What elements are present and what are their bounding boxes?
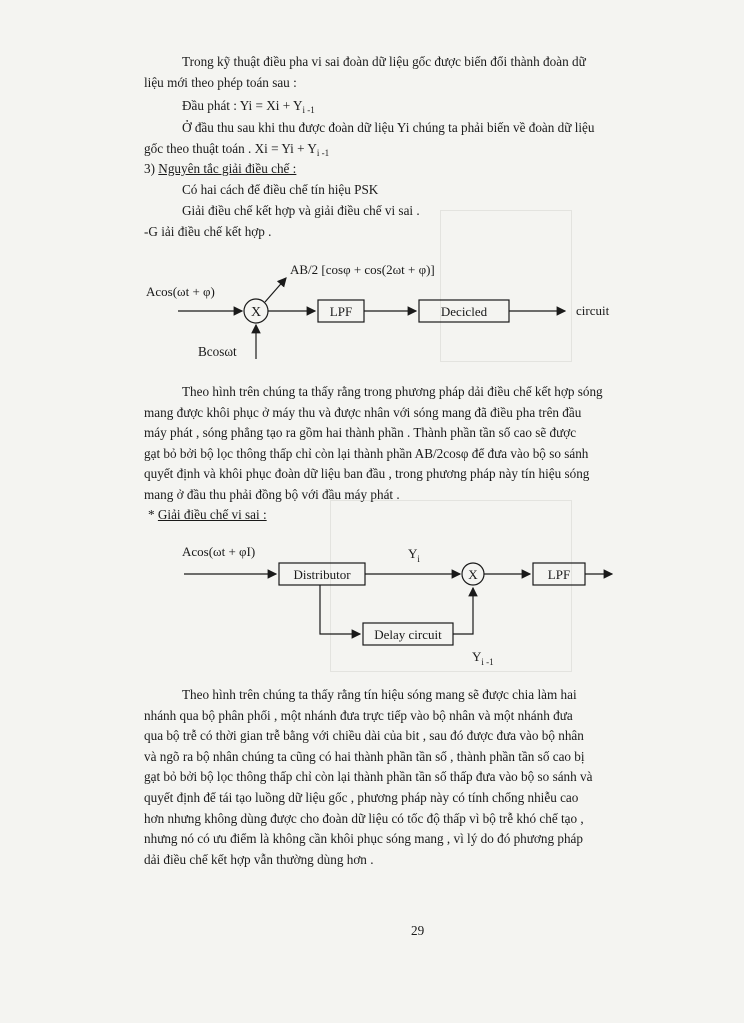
differential-explanation-paragraph [144, 685, 696, 870]
section-heading-3: 3) Nguyên tắc giải điều chế : [144, 161, 297, 176]
intro-line-2: liệu mới theo phép toán sau : [144, 75, 297, 90]
lpf-label: LPF [547, 567, 571, 582]
input-signal-label: Acos(ωt + φI) [182, 544, 256, 559]
output-label: circuit [576, 303, 610, 318]
paragraph-line: và ngõ ra bộ nhân chúng ta cũng có hai thành phần tần số , thành phần tần số cao bị [144, 748, 585, 764]
delay-branch-line [320, 585, 360, 634]
multiplier-symbol: X [468, 567, 478, 582]
yi-minus-1-label: $Y_{i -1}$ [472, 649, 494, 667]
distributor-label: Distributor [293, 567, 351, 582]
product-output-label: AB/2 [cosφ + cos(2ωt + φ)] [290, 262, 435, 277]
delay-to-mixer-line [453, 588, 473, 634]
paragraph-line: Theo hình trên chúng ta thấy rằng tín hiệu sóng mang sẽ được chia làm hai [182, 687, 577, 702]
paragraph-line: qua bộ trễ có thời gian trễ bằng với chiều dài của bit , sau đó được đưa vào bộ nhân [144, 728, 584, 744]
paragraph-line: quyết định để tái tạo luồng dữ liệu gốc , phương pháp này có tính chống nhiễu cao [144, 789, 579, 805]
paragraph-line: dải điều chế kết hợp vẫn thường dùng hơn . [144, 851, 374, 867]
formula-transmitter: Đầu phát : $Yi = Xi + Y_{i -1}$ [182, 98, 315, 115]
formula-receiver: gốc theo thuật toán . $Xi = Yi + Y_{i -1}$ [144, 141, 330, 158]
method-line-1: Có hai cách để điều chế tín hiệu PSK [182, 182, 379, 197]
decision-label: Decicled [440, 304, 488, 319]
paragraph-line: mang ở đầu thu phải đồng bộ với đầu máy phát . [144, 486, 400, 502]
paragraph-line: gạt bỏ bởi bộ lọc thông thấp chỉ còn lại thành phần AB/2cosφ để đưa vào bộ so sánh [144, 445, 589, 461]
method-line-2: Giải điều chế kết hợp và giải điều chế vi sai . [182, 203, 420, 218]
paragraph-line: quyết định và khôi phục đoàn dữ liệu ban đầu , trong phương pháp này tín hiệu sóng [144, 466, 590, 482]
differential-heading: * Giải điều chế vi sai : [148, 507, 267, 522]
multiplier-symbol: X [250, 305, 262, 320]
coherent-heading: -G iải điều chế kết hợp . [144, 224, 272, 239]
differential-demodulation-diagram [170, 538, 630, 670]
delay-label: Delay circuit [374, 627, 442, 642]
paragraph-line: nhánh qua bộ phân phối , một nhánh đưa trực tiếp vào bộ nhân và một nhánh đưa [144, 707, 573, 723]
lpf-label: LPF [329, 304, 353, 319]
page-number: 29 [411, 923, 425, 938]
paragraph-line: Theo hình trên chúng ta thấy rằng trong phương pháp dải điều chế kết hợp sóng [182, 384, 603, 399]
paragraph-line: hơn nhưng không dùng được cho đoàn dữ liệu có tốc độ thấp vì bộ trễ khó chế tạo , [144, 810, 584, 826]
paragraph-line: nhưng nó có ưu điểm là không cần khôi phục sóng mang , vì lý do đó phương pháp [144, 831, 584, 847]
intro-line-1: Trong kỹ thuật điều pha vi sai đoàn dữ liệu gốc được biến đổi thành đoàn dữ [182, 54, 586, 69]
paragraph-line: gạt bỏ bởi bộ lọc thông thấp chỉ còn lại thành phần tần số thấp đưa vào bộ so sánh và [144, 769, 593, 785]
input-signal-label: Acos(ωt + φ) [146, 284, 215, 299]
product-arrow [265, 278, 286, 302]
receiver-line: Ở đầu thu sau khi thu được đoàn dữ liệu Yi chúng ta phải biến về đoàn dữ liệu [182, 120, 595, 135]
paragraph-line: mang được khôi phục ở máy thu và được nhân với sóng mang đã điều pha trên đầu [144, 404, 582, 420]
paragraph-line: máy phát , sóng phẳng tạo ra gồm hai thành phần . Thành phần tần số cao sẽ được [144, 425, 577, 441]
carrier-label: Bcosωt [198, 344, 237, 359]
yi-label: $Y_i$ [408, 546, 420, 564]
coherent-explanation-paragraph [144, 382, 696, 506]
